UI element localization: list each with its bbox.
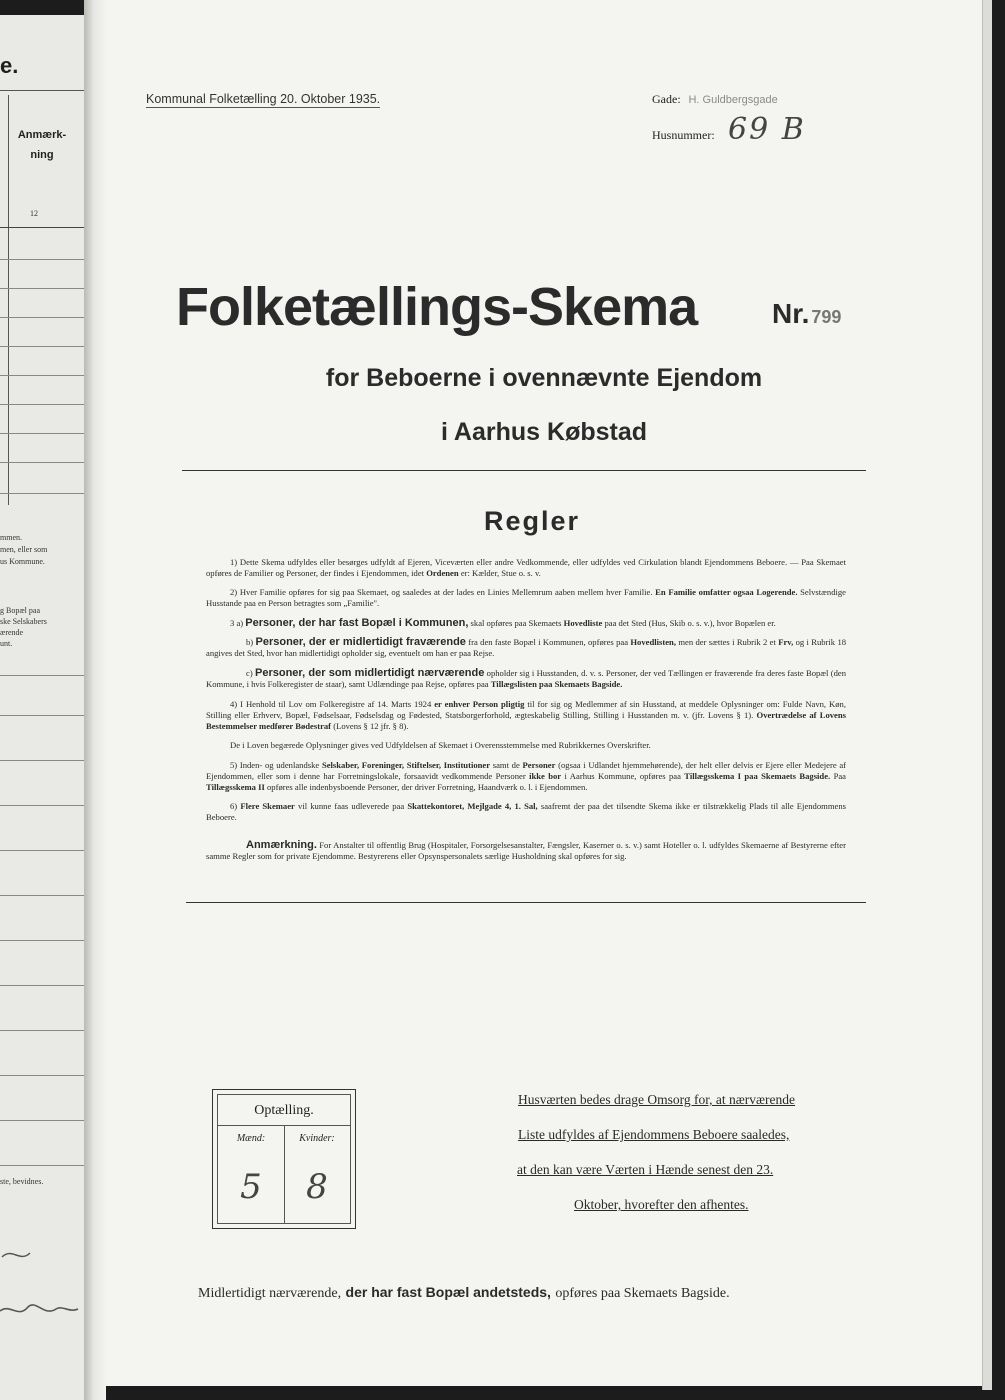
rule-text: c) [246, 667, 253, 678]
rule-emphasis: Hovedliste [563, 617, 603, 628]
row-line [0, 760, 84, 761]
row-line [0, 493, 84, 494]
rule-text: i Aarhus Kommune, opføres paa [564, 770, 681, 781]
landlord-notice-line: Liste udfyldes af Ejendommens Beboere saaledes, [518, 1127, 790, 1142]
count-box [212, 1089, 356, 1229]
rule-text: 4) I Henhold til Lov om Folkeregistre af 14. Marts 1924 [230, 698, 432, 709]
footer-text: opføres paa Skemaets Bagside. [555, 1286, 730, 1301]
rule-3a [206, 618, 846, 629]
form-number-label: Nr. [772, 298, 810, 329]
rule-text: 5) Inden- og udenlandske [230, 759, 320, 770]
fragment-text: ste, bevidnes. [0, 1177, 44, 1186]
fragment-text: ærende [0, 628, 24, 637]
rule-emphasis: Skattekontoret, Mejlgade 4, 1. Sal, [407, 801, 538, 812]
form-location: i Aarhus Købstad [440, 418, 648, 446]
rule-4 [206, 699, 846, 732]
street-label: Gade: [652, 92, 681, 106]
rule-text: vil kunne faas udleverede paa [298, 801, 405, 812]
rule-emphasis: Personer, der som midlertidigt nærværende [255, 666, 485, 679]
rule-text: Selvstændige Husstande paa en Person betragtes som „Familie". [206, 587, 846, 609]
rule-emphasis: Hovedlisten, [630, 637, 676, 648]
rule-text: opføres alle indenbysboende Personer, der driver Forretning, Haandværk o. l. i Ejendommen. [266, 781, 588, 792]
divider-line [182, 470, 866, 471]
fragment-text: mmen. [0, 533, 22, 542]
row-line [0, 805, 84, 806]
form-subtitle: for Beboerne i ovennævnte Ejendom [325, 364, 763, 392]
rule-text: fra den faste Bopæl i Kommunen, opføres paa [468, 637, 629, 648]
column-header-line-1: Anmærk- [17, 129, 67, 141]
rule-text: men der sættes i Rubrik 2 et [678, 637, 776, 648]
corner-letter: e. [0, 53, 19, 78]
rule-text: og i Rubrik 18 angives det Sted, hvor han midlertidigt opholder sig, eventuelt om han er paa Rejse. [206, 637, 847, 659]
rule-text: 3 a) [230, 617, 244, 628]
street-value: H. Guldbergsgade [688, 94, 778, 106]
footer-note [198, 1284, 730, 1302]
annotation-column-header [12, 125, 72, 165]
rule-emphasis: er enhver Person pligtig [434, 698, 525, 709]
row-line [0, 375, 84, 376]
rule-1 [206, 557, 846, 579]
row-line [0, 1165, 84, 1166]
rule-text: De i Loven begærede Oplysninger gives ved Udfyldelsen af Skemaet i Overensstemmelse med Rubrikkernes Overskrifter. [230, 740, 651, 751]
rules-list [206, 548, 846, 832]
previous-page-fragment [0, 15, 84, 1400]
landlord-notice-line: Husværten bedes drage Omsorg for, at nærværende [518, 1092, 796, 1107]
row-line [0, 259, 84, 260]
rule-text: (Lovens § 12 jfr. § 8). [333, 720, 409, 731]
rule-emphasis: Tillægsskema II [206, 781, 265, 792]
column-top-rule [0, 90, 84, 91]
rule-emphasis: Frv, [778, 637, 794, 648]
footer-text: Midlertidigt nærværende, [198, 1286, 342, 1301]
rule-emphasis: Selskaber, Foreninger, Stiftelser, Institutioner [321, 759, 491, 770]
rule-emphasis: Personer [522, 759, 556, 770]
rule-2 [206, 587, 846, 609]
row-line [0, 346, 84, 347]
footer-emphasis: der har fast Bopæl andetsteds, [345, 1284, 551, 1300]
rule-text: b) [246, 637, 254, 648]
rule-emphasis: ikke bor [529, 770, 562, 781]
rule-text: 6) [230, 801, 238, 812]
landlord-notice-line: at den kan være Værten i Hænde senest den 23. [517, 1162, 774, 1177]
rule-5 [206, 760, 846, 793]
row-line [0, 850, 84, 851]
form-number [772, 298, 841, 330]
row-line [0, 1075, 84, 1076]
rule-text: 1) Dette Skema udfyldes eller besørges udfyldt af Ejeren, Viceværten eller andre Vedkommende, eller udfyldes ved Cirkulation blandt Ejendommens Beboere. — Paa Skemaet opføres de Familier og Personer, der findes i Ejendommen, idet [206, 556, 846, 578]
rules-heading: Regler [483, 506, 581, 536]
census-form-page [106, 0, 982, 1386]
rule-text: paa det Sted (Hus, Skib o. s. v.), hvor Bopælen er. [604, 617, 776, 628]
rule-4-note [206, 740, 846, 751]
row-line [0, 1120, 84, 1121]
rule-emphasis: Flere Skemaer [240, 801, 295, 812]
rule-emphasis: Personer, der har fast Bopæl i Kommunen, [245, 616, 469, 629]
rule-text: til for sig og Medlemmer af sin Husstand, at meddele Oplysninger om: Fulde Navn, Køn, Stilling eller Erhverv, Bopæl, Fødselsaar, Fødselsdag og Fødested, Statsborgerforhold, ægteskabelig Stilling, Stilling i Husstanden m. v. (jfr. Lovens § 1). [206, 698, 846, 720]
count-box-title: Optælling. [254, 1103, 314, 1118]
women-count: 8 [306, 1167, 328, 1207]
row-line [0, 317, 84, 318]
column-number: 12 [30, 209, 38, 218]
fragment-text: us Kommune. [0, 557, 45, 566]
row-line [0, 433, 84, 434]
women-label: Kvinder: [299, 1133, 335, 1144]
rule-emphasis: En Familie omfatter ogsaa Logerende. [655, 587, 798, 598]
book-gutter [84, 0, 106, 1400]
row-line [0, 940, 84, 941]
row-line [0, 1030, 84, 1031]
column-divider [8, 95, 9, 505]
street-field [652, 92, 778, 107]
row-line [0, 715, 84, 716]
page-edge [982, 0, 992, 1390]
remark-label: Anmærkning. [246, 839, 317, 851]
remark-text: For Anstalter til offentlig Brug (Hospitaler, Forsorgelsesanstalter, Fængsler, Kaserner o. s. v.) samt Hoteller o. l. udfyldes Skemaerne af Bestyrerne efter samme Regler som for private Ejendomme. Bestyrerens eller Opsynspersonalets særlige Husholdning skal opføres for sig. [206, 840, 846, 861]
rule-emphasis: Personer, der er midlertidigt fraværende [255, 636, 466, 649]
rule-text: (ogsaa i Udlandet hjemmehørende), der helt eller delvis er Ejere eller Medejere af Ejendommen, eller som i denne har Forretningslokale, forsaavidt vedkommende Personer [206, 759, 847, 781]
rule-emphasis: Ordenen [426, 567, 459, 578]
rule-text: skal opføres paa Skemaets [470, 617, 562, 628]
divider-line [186, 902, 866, 903]
rule-emphasis: Tillægsskema I paa Skemaets Bagside. [684, 770, 831, 781]
rule-6 [206, 801, 846, 823]
row-line [0, 462, 84, 463]
men-count: 5 [240, 1167, 262, 1207]
row-line [0, 895, 84, 896]
rule-text: er: Kælder, Stue o. s. v. [460, 567, 541, 578]
rule-text: 2) Hver Familie opføres for sig paa Skemaet, og saaledes at der lades en Linies Mellemrum aaben mellem hver Familie. [230, 587, 653, 598]
rule-emphasis: Tillægslisten paa Skemaets Bagside. [490, 678, 623, 689]
house-number-value: 69 B [728, 112, 806, 147]
row-line [0, 404, 84, 405]
signature-scribble [0, 1233, 84, 1323]
rule-3b [206, 637, 846, 659]
fragment-text: g Bopæl paa [0, 606, 40, 615]
census-header-line: Kommunal Folketælling 20. Oktober 1935. [146, 92, 381, 106]
count-box-inner [217, 1094, 351, 1224]
form-title: Folketællings-Skema [176, 277, 698, 337]
column-header-line-2: ning [30, 149, 54, 161]
rule-emphasis: Overtrædelse af Lovens Bestemmelser medfører Bødestraf [206, 709, 846, 731]
fragment-text: men, eller som [0, 545, 48, 554]
fragment-text: unt. [0, 639, 13, 648]
rule-text: samt de [492, 759, 520, 770]
rule-text: opholder sig i Husstanden, d. v. s. Personer, der ved Tællingen er fraværende fra deres faste Bopæl (den Kommune, i hvis Folkeregister de staar), samt Udlændinge paa Rejse, opføres paa [206, 667, 846, 689]
row-line [0, 227, 84, 228]
remark-paragraph [206, 840, 846, 862]
house-number-label: Husnummer: [652, 128, 715, 142]
men-label: Mænd: [236, 1133, 266, 1144]
landlord-notice-line: Oktober, hvorefter den afhentes. [574, 1197, 749, 1212]
row-line [0, 675, 84, 676]
fragment-text: ske Selskabers [0, 617, 47, 626]
row-line [0, 288, 84, 289]
row-line [0, 985, 84, 986]
rule-text: saafremt der paa det tilsendte Skema ikke er tilstrækkelig Plads til alle Ejendommens Beboere. [206, 801, 846, 823]
rule-text: Paa [833, 770, 846, 781]
form-number-value: 799 [811, 307, 842, 327]
rule-3c [206, 668, 846, 690]
